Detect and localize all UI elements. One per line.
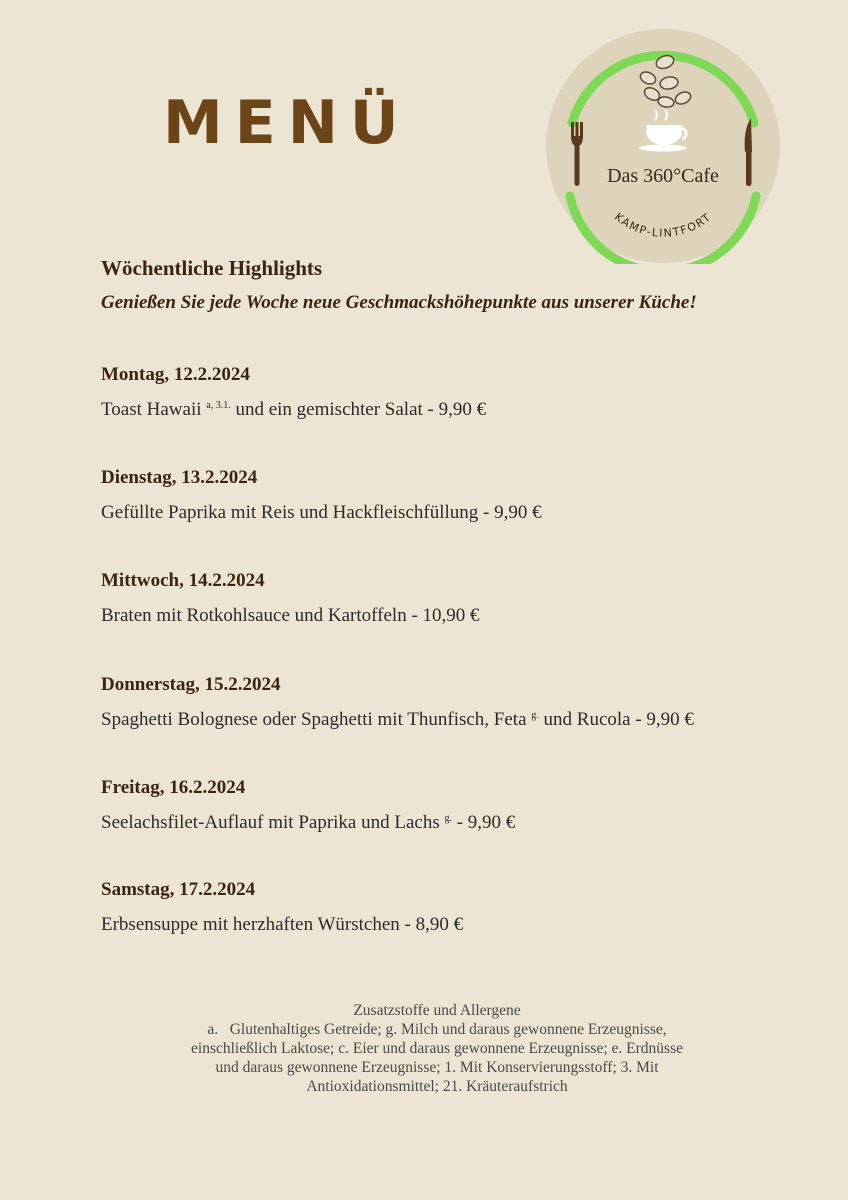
allergen-line: einschließlich Laktose; c. Eier und daraus gewonnene Erzeugnisse; e. Erdnüsse (191, 1040, 683, 1057)
day-monday (101, 364, 486, 421)
dish: Seelachsfilet-Auflauf mit Paprika und Lachs $^{g.}$ - 9,90 € (101, 812, 516, 833)
day-label: Donnerstag, 15.2.2024 (101, 674, 281, 695)
allergen-line: und daraus gewonnene Erzeugnisse; 1. Mit Konservierungsstoff; 3. Mit (215, 1059, 659, 1076)
page-title: MENÜ (163, 88, 411, 158)
allergen-line: a. Glutenhaltiges Getreide; g. Milch und daraus gewonnene Erzeugnisse, (207, 1021, 667, 1038)
subtitle: Genießen Sie jede Woche neue Geschmackshöhepunkte aus unserer Küche! (101, 292, 697, 313)
logo-location: KAMP-LINTFORT (611, 210, 715, 240)
day-thursday (101, 674, 694, 731)
day-label: Montag, 12.2.2024 (101, 364, 250, 385)
dish: Toast Hawaii $^{a, 3.1.}$ und ein gemischter Salat - 9,90 € (101, 399, 487, 420)
day-saturday (101, 879, 463, 936)
allergen-line: Antioxidationsmittel; 21. Kräuteraufstrich (306, 1078, 568, 1095)
dish: Gefüllte Paprika mit Reis und Hackfleischfüllung - 9,90 € (101, 502, 542, 523)
allergen-info (150, 1001, 724, 1096)
allergen-note: a, 3.1. (206, 400, 231, 411)
logo-name: Das 360°Cafe (607, 165, 719, 187)
allergen-note: g. (531, 710, 539, 721)
allergen-heading: Zusatzstoffe und Allergene (353, 1002, 521, 1019)
section-title: Wöchentliche Highlights (101, 256, 323, 280)
day-label: Mittwoch, 14.2.2024 (101, 570, 265, 591)
day-wednesday (101, 570, 480, 627)
dish: Erbsensuppe mit herzhaften Würstchen - 8,90 € (101, 914, 464, 935)
dish: Spaghetti Bolognese oder Spaghetti mit Thunfisch, Feta $^{g.}$ und Rucola - 9,90 € (101, 709, 694, 730)
day-label: Samstag, 17.2.2024 (101, 879, 256, 900)
dish: Braten mit Rotkohlsauce und Kartoffeln - 10,90 € (101, 605, 480, 626)
cafe-logo (545, 28, 781, 264)
day-label: Dienstag, 13.2.2024 (101, 467, 258, 488)
day-friday (101, 777, 515, 834)
day-tuesday (101, 467, 542, 524)
allergen-note: g. (444, 813, 452, 824)
day-label: Freitag, 16.2.2024 (101, 777, 246, 798)
